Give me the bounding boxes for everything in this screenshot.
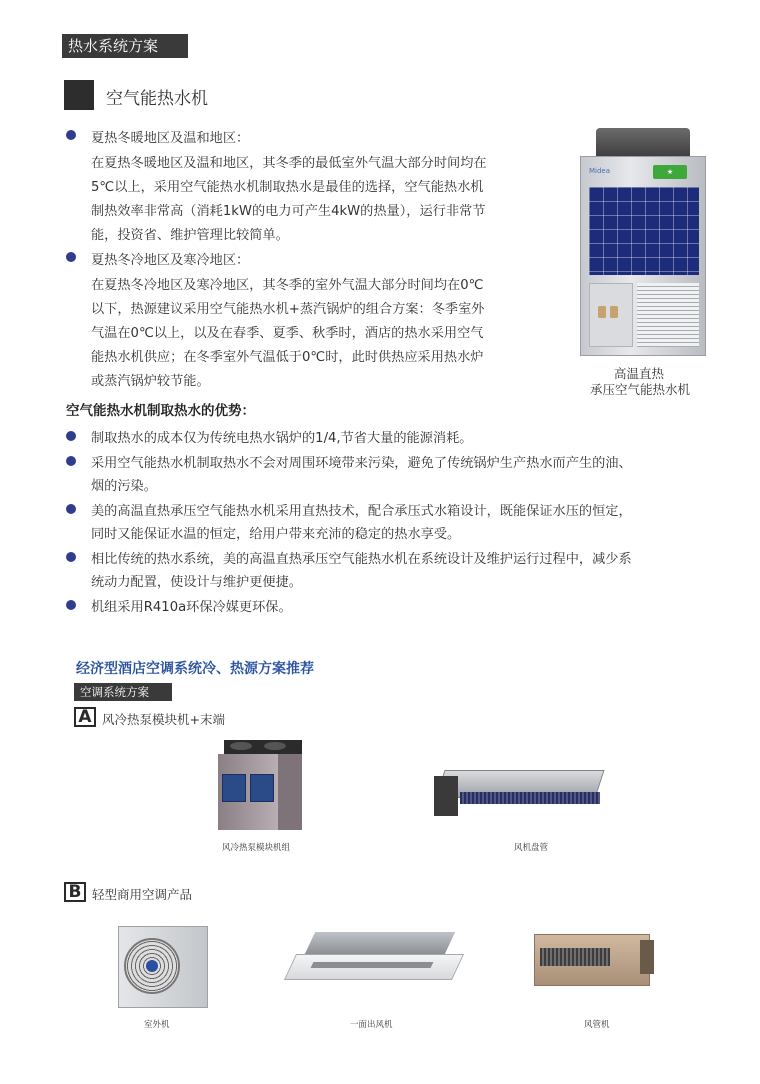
brand-logo: Midea xyxy=(589,167,611,175)
region2-line: 以下，热源建议采用空气能热水机+蒸汽锅炉的组合方案：冬季室外 xyxy=(91,302,485,317)
region2-title: 夏热冬冷地区及寒冷地区： xyxy=(91,253,250,268)
header-tag: 热水系统方案 xyxy=(62,34,188,58)
ac-scheme-tag: 空调系统方案 xyxy=(74,683,172,701)
chiller-side xyxy=(278,754,302,830)
fan-coil-image xyxy=(430,762,606,818)
coil-grid xyxy=(589,187,699,275)
region1-title: 夏热冬暖地区及温和地区： xyxy=(91,131,250,146)
chiller-top xyxy=(224,740,302,754)
coil-panel xyxy=(250,774,274,802)
fan-icon xyxy=(230,742,252,750)
pipe-icon xyxy=(610,306,618,318)
bullet-icon xyxy=(66,600,76,610)
fan-coil-grille xyxy=(460,792,600,804)
section-title: 空气能热水机 xyxy=(106,89,208,109)
bullet-icon xyxy=(66,130,76,140)
fan-icon xyxy=(264,742,286,750)
duct-valve xyxy=(640,940,654,974)
advantage-line: 机组采用R410a环保冷媒更环保。 xyxy=(91,600,292,615)
region1-line: 制热效率非常高（消耗1kW的电力可产生4kW的热量），运行非常节 xyxy=(91,204,486,219)
option-b-label: 轻型商用空调产品 xyxy=(92,887,193,902)
product-caption: 承压空气能热水机 xyxy=(590,382,691,397)
bullet-icon xyxy=(66,252,76,262)
cassette-vent xyxy=(311,962,434,968)
advantage-line: 制取热水的成本仅为传统电热水锅炉的1/4,节省大量的能源消耗。 xyxy=(91,431,473,446)
advantage-line: 相比传统的热水系统，美的高温直热承压空气能热水机在系统设计及维护运行过程中，减少系 xyxy=(91,552,632,567)
product-caption: 高温直热 xyxy=(614,366,665,381)
heat-pump-image xyxy=(578,128,708,356)
option-b-letter: B xyxy=(64,882,86,902)
unit-body xyxy=(580,156,706,356)
modular-chiller-image xyxy=(218,740,302,830)
region2-line: 或蒸汽锅炉较节能。 xyxy=(91,374,210,389)
bullet-icon xyxy=(66,431,76,441)
fan-hub xyxy=(146,960,158,972)
duct-unit-image xyxy=(528,930,658,990)
option-a-label: 风冷热泵模块机+末端 xyxy=(102,712,225,727)
bullet-icon xyxy=(66,456,76,466)
region1-line: 能，投资省、维护管理比较简单。 xyxy=(91,228,289,243)
product-caption: 室外机 xyxy=(144,1020,170,1030)
region2-line: 能热水机供应；在冬季室外气温低于0℃时，此时供热应采用热水炉 xyxy=(91,350,484,365)
region1-line: 在夏热冬暖地区及温和地区，其冬季的最低室外气温大部分时间均在 xyxy=(91,156,487,171)
chiller-front xyxy=(218,754,278,830)
pipe-icon xyxy=(598,306,606,318)
control-panel xyxy=(589,283,633,347)
product-caption: 风机盘管 xyxy=(514,843,549,853)
advantage-line: 美的高温直热承压空气能热水机采用直热技术，配合承压式水箱设计，既能保证水压的恒定， xyxy=(91,504,632,519)
region2-line: 在夏热冬冷地区及寒冷地区，其冬季的室外气温大部分时间均在0℃ xyxy=(91,278,484,293)
advantages-heading: 空气能热水机制取热水的优势： xyxy=(66,403,255,419)
advantage-line: 同时又能保证水温的恒定，给用户带来充沛的稳定的热水享受。 xyxy=(91,527,461,542)
advantage-line: 采用空气能热水机制取热水不会对周围环境带来污染，避免了传统锅炉生产热水而产生的油、 xyxy=(91,456,632,471)
region1-line: 5℃以上，采用空气能热水机制取热水是最佳的选择，空气能热水机 xyxy=(91,180,484,195)
product-caption: 风冷热泵模块机组 xyxy=(222,843,291,853)
outdoor-unit-image xyxy=(118,926,208,1008)
cassette-top xyxy=(305,932,455,954)
bullet-icon xyxy=(66,504,76,514)
fan-top xyxy=(596,128,690,158)
fan-coil-end xyxy=(434,776,458,816)
product-caption: 一面出风机 xyxy=(350,1020,393,1030)
cassette-unit-image xyxy=(290,932,460,984)
duct-opening xyxy=(540,948,610,966)
product-caption: 风管机 xyxy=(584,1020,610,1030)
recommend-heading: 经济型酒店空调系统冷、热源方案推荐 xyxy=(76,661,314,677)
bullet-icon xyxy=(66,552,76,562)
option-a-letter: A xyxy=(74,707,96,727)
region2-line: 气温在0℃以上，以及在春季、夏季、秋季时，酒店的热水采用空气 xyxy=(91,326,484,341)
energy-badge-icon: ★ xyxy=(653,165,687,179)
advantage-line: 统动力配置，使设计与维护更便捷。 xyxy=(91,575,302,590)
advantage-line: 烟的污染。 xyxy=(91,479,157,494)
section-square-icon xyxy=(64,80,94,110)
louver xyxy=(637,283,699,347)
coil-panel xyxy=(222,774,246,802)
